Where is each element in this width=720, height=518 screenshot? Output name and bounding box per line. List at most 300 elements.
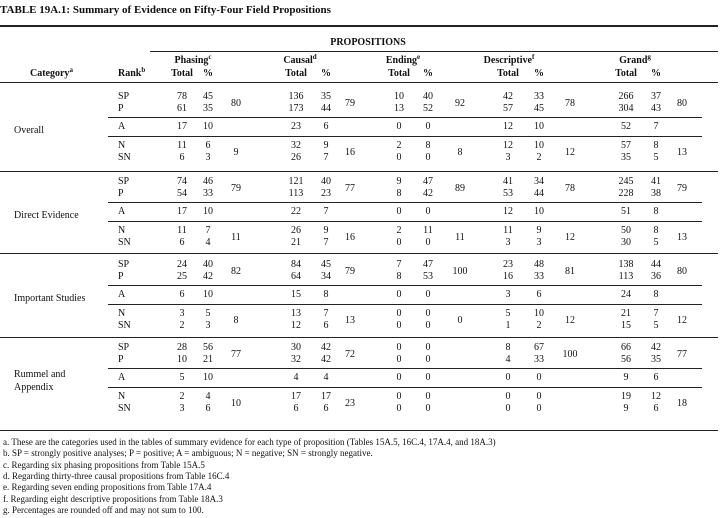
pct-cell: 0 <box>425 121 431 132</box>
pct-cell: 10 <box>534 308 544 319</box>
pct-cell: 0 <box>425 320 431 331</box>
pct-cell: 3 <box>205 320 211 331</box>
total-cell: 8 <box>396 188 402 199</box>
pct-cell: 6 <box>653 403 659 414</box>
pct-cell: 38 <box>651 188 661 199</box>
negative-sum: 16 <box>345 232 355 243</box>
pct-cell: 5 <box>653 237 659 248</box>
positive-sum: 79 <box>345 98 355 109</box>
pct-cell: 36 <box>651 271 661 282</box>
rank-label: N <box>118 225 126 236</box>
total-cell: 21 <box>291 237 301 248</box>
row-divider <box>108 221 702 222</box>
total-cell: 41 <box>503 176 513 187</box>
rank-label: P <box>118 103 124 114</box>
bottom-rule <box>0 430 718 431</box>
total-cell: 0 <box>396 121 402 132</box>
negative-sum: 12 <box>677 315 687 326</box>
pct-cell: 6 <box>323 121 329 132</box>
positive-sum: 92 <box>455 98 465 109</box>
positive-sum: 77 <box>345 183 355 194</box>
total-cell: 57 <box>621 140 631 151</box>
total-cell: 22 <box>291 206 301 217</box>
total-cell: 84 <box>291 259 301 270</box>
pct-cell: 10 <box>534 140 544 151</box>
total-cell: 61 <box>177 103 187 114</box>
total-cell: 0 <box>396 342 402 353</box>
total-cell: 0 <box>396 320 402 331</box>
total-cell: 2 <box>396 225 402 236</box>
pct-cell: 0 <box>536 391 542 402</box>
pct-cell: 42 <box>423 188 433 199</box>
positive-sum: 82 <box>231 266 241 277</box>
total-cell: 0 <box>396 403 402 414</box>
total-header: Total <box>171 68 193 79</box>
total-cell: 78 <box>177 91 187 102</box>
total-cell: 9 <box>396 176 402 187</box>
negative-sum: 12 <box>565 147 575 158</box>
rank-label: SP <box>118 342 130 353</box>
total-cell: 0 <box>505 372 511 383</box>
total-cell: 10 <box>394 91 404 102</box>
positive-sum: 79 <box>231 183 241 194</box>
pct-cell: 7 <box>323 152 329 163</box>
total-cell: 5 <box>179 372 185 383</box>
total-cell: 23 <box>291 121 301 132</box>
rank-label: A <box>118 372 126 383</box>
pct-cell: 7 <box>653 121 659 132</box>
positive-sum: 78 <box>565 98 575 109</box>
category-header: Category$^a$ <box>30 66 73 79</box>
pct-cell: 0 <box>425 403 431 414</box>
total-cell: 23 <box>503 259 513 270</box>
pct-cell: 0 <box>536 403 542 414</box>
row-divider <box>108 304 702 305</box>
pct-cell: 34 <box>321 271 331 282</box>
total-cell: 8 <box>505 342 511 353</box>
pct-cell: 34 <box>534 176 544 187</box>
total-cell: 228 <box>618 188 634 199</box>
pct-header: % <box>534 68 544 79</box>
total-cell: 136 <box>288 91 304 102</box>
pct-cell: 7 <box>323 308 329 319</box>
total-cell: 56 <box>621 354 631 365</box>
total-cell: 138 <box>618 259 634 270</box>
pct-cell: 40 <box>423 91 433 102</box>
pct-cell: 0 <box>425 391 431 402</box>
total-cell: 5 <box>505 308 511 319</box>
row-divider <box>108 136 702 137</box>
total-cell: 6 <box>179 289 185 300</box>
total-cell: 11 <box>177 140 187 151</box>
total-cell: 0 <box>396 152 402 163</box>
total-cell: 42 <box>503 91 513 102</box>
total-cell: 35 <box>621 152 631 163</box>
pct-cell: 47 <box>423 176 433 187</box>
negative-sum: 10 <box>231 398 241 409</box>
rank-label: N <box>118 391 126 402</box>
footnote: e. Regarding seven ending propositions from Table 17A.4 <box>3 482 212 493</box>
table-title: TABLE 19A.1: Summary of Evidence on Fifty-Four Field Propositions <box>0 4 331 16</box>
positive-sum: 80 <box>677 98 687 109</box>
pct-cell: 6 <box>323 320 329 331</box>
pct-cell: 11 <box>423 225 433 236</box>
total-cell: 28 <box>177 342 187 353</box>
row-divider <box>108 202 702 203</box>
total-cell: 245 <box>618 176 634 187</box>
pct-cell: 56 <box>203 342 213 353</box>
pct-cell: 10 <box>203 121 213 132</box>
rank-label: A <box>118 206 126 217</box>
pct-cell: 46 <box>203 176 213 187</box>
positive-sum: 80 <box>231 98 241 109</box>
total-cell: 2 <box>179 320 185 331</box>
total-cell: 17 <box>177 121 187 132</box>
total-cell: 11 <box>177 225 187 236</box>
pct-cell: 40 <box>203 259 213 270</box>
pct-cell: 7 <box>653 308 659 319</box>
negative-sum: 9 <box>233 147 239 158</box>
total-header: Total <box>615 68 637 79</box>
total-cell: 2 <box>396 140 402 151</box>
total-cell: 64 <box>291 271 301 282</box>
rank-label: SP <box>118 91 130 102</box>
rank-label: A <box>118 121 126 132</box>
pct-cell: 12 <box>651 391 661 402</box>
negative-sum: 11 <box>455 232 465 243</box>
pct-cell: 4 <box>205 237 211 248</box>
pct-cell: 6 <box>205 403 211 414</box>
pct-cell: 4 <box>323 372 329 383</box>
pct-cell: 44 <box>321 103 331 114</box>
pct-cell: 35 <box>651 354 661 365</box>
total-cell: 113 <box>618 271 634 282</box>
category-label: Overall <box>14 125 44 136</box>
rank-label: SN <box>118 237 131 248</box>
row-divider <box>108 117 702 118</box>
negative-sum: 18 <box>677 398 687 409</box>
pct-cell: 2 <box>536 320 542 331</box>
negative-sum: 0 <box>457 315 463 326</box>
pct-cell: 33 <box>534 91 544 102</box>
pct-cell: 6 <box>205 140 211 151</box>
pct-cell: 0 <box>425 237 431 248</box>
pct-cell: 37 <box>651 91 661 102</box>
pct-cell: 45 <box>203 91 213 102</box>
pct-cell: 3 <box>536 237 542 248</box>
total-header: Total <box>285 68 307 79</box>
total-cell: 0 <box>396 354 402 365</box>
total-cell: 13 <box>291 308 301 319</box>
total-cell: 266 <box>618 91 634 102</box>
positive-sum: 77 <box>231 349 241 360</box>
pct-header: % <box>651 68 661 79</box>
total-cell: 21 <box>621 308 631 319</box>
total-cell: 0 <box>505 391 511 402</box>
pct-cell: 8 <box>323 289 329 300</box>
pct-cell: 8 <box>653 225 659 236</box>
pct-cell: 21 <box>203 354 213 365</box>
negative-sum: 23 <box>345 398 355 409</box>
section-rule <box>0 337 718 338</box>
pct-cell: 0 <box>425 289 431 300</box>
pct-cell: 9 <box>536 225 542 236</box>
pct-cell: 67 <box>534 342 544 353</box>
row-divider <box>108 387 702 388</box>
pct-cell: 6 <box>536 289 542 300</box>
pct-cell: 10 <box>203 289 213 300</box>
total-cell: 6 <box>179 237 185 248</box>
pct-cell: 8 <box>653 206 659 217</box>
total-cell: 0 <box>396 237 402 248</box>
positive-sum: 77 <box>677 349 687 360</box>
pct-cell: 8 <box>653 140 659 151</box>
pct-cell: 42 <box>203 271 213 282</box>
total-cell: 66 <box>621 342 631 353</box>
total-cell: 12 <box>291 320 301 331</box>
total-cell: 16 <box>503 271 513 282</box>
total-cell: 11 <box>503 225 513 236</box>
total-cell: 2 <box>179 391 185 402</box>
pct-cell: 8 <box>653 289 659 300</box>
category-label: Direct Evidence <box>14 210 79 221</box>
total-cell: 6 <box>293 403 299 414</box>
total-cell: 24 <box>621 289 631 300</box>
negative-sum: 12 <box>565 315 575 326</box>
total-cell: 3 <box>505 237 511 248</box>
total-cell: 25 <box>177 271 187 282</box>
total-cell: 51 <box>621 206 631 217</box>
total-cell: 12 <box>503 206 513 217</box>
total-cell: 57 <box>503 103 513 114</box>
total-cell: 0 <box>396 289 402 300</box>
pct-cell: 0 <box>425 206 431 217</box>
total-cell: 4 <box>505 354 511 365</box>
footnote: d. Regarding thirty-three causal propositions from Table 16C.4 <box>3 470 230 481</box>
total-cell: 74 <box>177 176 187 187</box>
negative-sum: 16 <box>345 147 355 158</box>
total-cell: 15 <box>291 289 301 300</box>
category-label: Rummel and <box>14 369 66 380</box>
positive-sum: 89 <box>455 183 465 194</box>
footnote: a. These are the categories used in the tables of summary evidence for each type of proposition (Tables 15A.5, 16C.4, 17A.4, and 18A.3) <box>3 437 496 447</box>
total-cell: 0 <box>396 372 402 383</box>
negative-sum: 11 <box>231 232 241 243</box>
total-cell: 9 <box>623 372 629 383</box>
total-cell: 0 <box>396 308 402 319</box>
pct-cell: 23 <box>321 188 331 199</box>
rank-label: P <box>118 354 124 365</box>
total-cell: 304 <box>618 103 634 114</box>
propositions-underline <box>150 51 718 52</box>
total-cell: 3 <box>505 152 511 163</box>
total-cell: 1 <box>505 320 511 331</box>
rank-label: SN <box>118 320 131 331</box>
pct-header: % <box>203 68 213 79</box>
total-cell: 9 <box>623 403 629 414</box>
total-cell: 53 <box>503 188 513 199</box>
pct-cell: 10 <box>534 121 544 132</box>
propositions-header: PROPOSITIONS <box>330 37 406 48</box>
pct-cell: 10 <box>203 372 213 383</box>
total-cell: 19 <box>621 391 631 402</box>
pct-cell: 2 <box>536 152 542 163</box>
pct-cell: 43 <box>651 103 661 114</box>
rank-label: SN <box>118 152 131 163</box>
rank-label: P <box>118 188 124 199</box>
pct-cell: 44 <box>651 259 661 270</box>
pct-cell: 8 <box>425 140 431 151</box>
footnote: b. SP = strongly positive analyses; P = positive; A = ambiguous; N = negative; SN = strongly negative. <box>3 448 373 459</box>
total-cell: 26 <box>291 225 301 236</box>
pct-cell: 33 <box>203 188 213 199</box>
pct-cell: 42 <box>321 354 331 365</box>
total-cell: 10 <box>177 354 187 365</box>
total-cell: 12 <box>503 121 513 132</box>
rank-label: SP <box>118 259 130 270</box>
pct-cell: 33 <box>534 354 544 365</box>
pct-cell: 7 <box>323 237 329 248</box>
negative-sum: 8 <box>457 147 463 158</box>
pct-cell: 0 <box>425 342 431 353</box>
total-cell: 54 <box>177 188 187 199</box>
total-cell: 4 <box>293 372 299 383</box>
total-cell: 121 <box>288 176 304 187</box>
rank-label: N <box>118 140 126 151</box>
section-rule <box>0 253 718 254</box>
total-cell: 0 <box>396 206 402 217</box>
rank-label: P <box>118 271 124 282</box>
positive-sum: 81 <box>565 266 575 277</box>
group-header-4: Grand$^g$ <box>619 53 651 66</box>
positive-sum: 78 <box>565 183 575 194</box>
total-cell: 3 <box>179 308 185 319</box>
pct-cell: 47 <box>423 259 433 270</box>
pct-cell: 9 <box>323 225 329 236</box>
top-rule <box>0 25 718 27</box>
rank-label: A <box>118 289 126 300</box>
total-cell: 52 <box>621 121 631 132</box>
pct-cell: 44 <box>534 188 544 199</box>
pct-cell: 45 <box>534 103 544 114</box>
total-cell: 26 <box>291 152 301 163</box>
pct-cell: 0 <box>425 152 431 163</box>
pct-cell: 33 <box>534 271 544 282</box>
footnote: g. Percentages are rounded off and may not sum to 100. <box>3 504 204 515</box>
total-cell: 24 <box>177 259 187 270</box>
pct-cell: 35 <box>321 91 331 102</box>
pct-cell: 48 <box>534 259 544 270</box>
pct-cell: 6 <box>653 372 659 383</box>
negative-sum: 8 <box>233 315 239 326</box>
group-header-1: Causal$^d$ <box>283 53 317 66</box>
pct-cell: 7 <box>323 206 329 217</box>
total-cell: 17 <box>177 206 187 217</box>
category-label: Important Studies <box>14 293 86 304</box>
positive-sum: 100 <box>452 266 468 277</box>
rank-label: SP <box>118 176 130 187</box>
pct-cell: 5 <box>205 308 211 319</box>
pct-cell: 7 <box>205 225 211 236</box>
row-divider <box>108 368 702 369</box>
total-cell: 0 <box>396 391 402 402</box>
total-cell: 17 <box>291 391 301 402</box>
group-header-3: Descriptive$^f$ <box>483 53 535 66</box>
pct-cell: 0 <box>425 354 431 365</box>
pct-cell: 40 <box>321 176 331 187</box>
pct-cell: 52 <box>423 103 433 114</box>
pct-cell: 6 <box>323 403 329 414</box>
pct-cell: 17 <box>321 391 331 402</box>
total-cell: 32 <box>291 354 301 365</box>
pct-cell: 45 <box>321 259 331 270</box>
negative-sum: 13 <box>677 147 687 158</box>
negative-sum: 13 <box>677 232 687 243</box>
rank-label: N <box>118 308 126 319</box>
total-cell: 50 <box>621 225 631 236</box>
pct-cell: 3 <box>205 152 211 163</box>
pct-header: % <box>423 68 433 79</box>
total-cell: 8 <box>396 271 402 282</box>
footnote: c. Regarding six phasing propositions from Table 15A.5 <box>3 459 205 470</box>
pct-cell: 0 <box>536 372 542 383</box>
header-rule <box>0 82 718 83</box>
total-header: Total <box>497 68 519 79</box>
total-cell: 12 <box>503 140 513 151</box>
pct-cell: 5 <box>653 152 659 163</box>
total-cell: 15 <box>621 320 631 331</box>
total-cell: 3 <box>505 289 511 300</box>
pct-cell: 10 <box>534 206 544 217</box>
row-divider <box>108 285 702 286</box>
total-cell: 7 <box>396 259 402 270</box>
group-header-0: Phasing$^c$ <box>174 53 212 66</box>
total-cell: 113 <box>288 188 304 199</box>
total-cell: 30 <box>291 342 301 353</box>
pct-cell: 0 <box>425 308 431 319</box>
footnote: f. Regarding eight descriptive propositions from Table 18A.3 <box>3 493 223 504</box>
total-cell: 32 <box>291 140 301 151</box>
total-header: Total <box>388 68 410 79</box>
positive-sum: 100 <box>562 349 578 360</box>
pct-cell: 0 <box>425 372 431 383</box>
total-cell: 173 <box>288 103 304 114</box>
total-cell: 30 <box>621 237 631 248</box>
negative-sum: 13 <box>345 315 355 326</box>
positive-sum: 80 <box>677 266 687 277</box>
pct-header: % <box>321 68 331 79</box>
total-cell: 0 <box>505 403 511 414</box>
pct-cell: 9 <box>323 140 329 151</box>
positive-sum: 72 <box>345 349 355 360</box>
pct-cell: 10 <box>203 206 213 217</box>
category-label: Appendix <box>14 382 54 393</box>
pct-cell: 42 <box>651 342 661 353</box>
total-cell: 3 <box>179 403 185 414</box>
pct-cell: 35 <box>203 103 213 114</box>
rank-header: Rank$^b$ <box>118 66 146 79</box>
pct-cell: 41 <box>651 176 661 187</box>
positive-sum: 79 <box>677 183 687 194</box>
pct-cell: 4 <box>205 391 211 402</box>
group-header-2: Ending$^e$ <box>385 53 421 66</box>
pct-cell: 42 <box>321 342 331 353</box>
total-cell: 6 <box>179 152 185 163</box>
positive-sum: 79 <box>345 266 355 277</box>
pct-cell: 5 <box>653 320 659 331</box>
rank-label: SN <box>118 403 131 414</box>
section-rule <box>0 171 718 172</box>
